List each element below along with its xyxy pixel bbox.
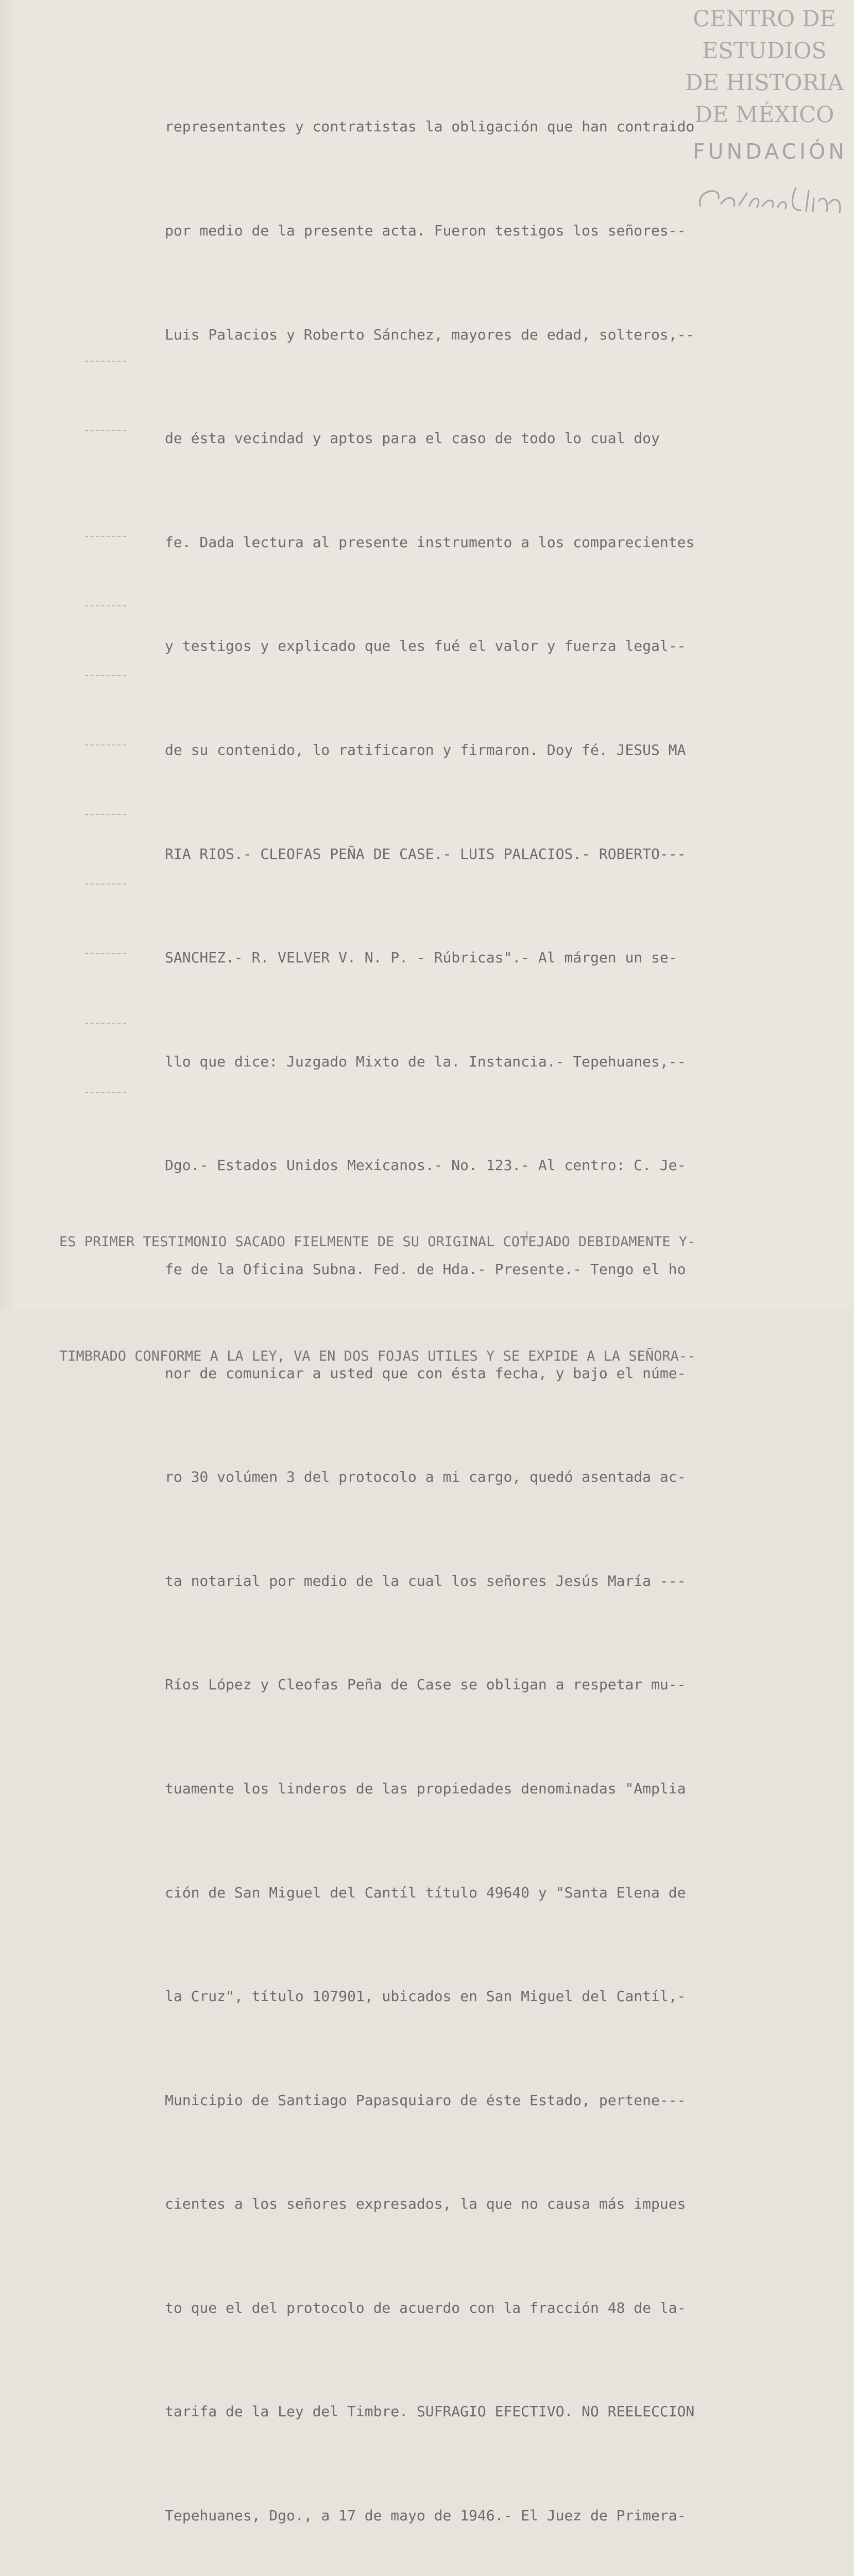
footer-line: TIMBRADO CONFORME A LA LEY, VA EN DOS FOJAS UTILES Y SE EXPIDE A LA SEÑORA-- — [59, 1348, 696, 1364]
margin-dash — [85, 1023, 126, 1025]
margin-dash — [85, 361, 126, 363]
footer-line: ES PRIMER TESTIMONIO SACADO FIELMENTE DE SU ORIGINAL COTEJADO DEBIDAMENTE Y- — [59, 1234, 696, 1250]
body-line: tuamente los linderos de las propiedades denominadas "Amplia — [165, 1780, 686, 1797]
watermark-line-2: ESTUDIOS — [702, 38, 827, 64]
body-line: fe de la Oficina Subna. Fed. de Hda.- Presente.- Tengo el ho — [165, 1260, 686, 1278]
margin-dash — [85, 884, 126, 886]
margin-dash — [85, 744, 126, 747]
body-line: fe. Dada lectura al presente instrumento a los comparecientes — [165, 533, 695, 551]
watermark-foundation: FUNDACIÓN — [693, 139, 848, 164]
stray-mark — [526, 1231, 532, 1241]
margin-dash — [85, 1092, 126, 1094]
body-line: SANCHEZ.- R. VELVER V. N. P. - Rúbricas".- Al márgen un se- — [165, 949, 677, 967]
body-line: de su contenido, lo ratificaron y firmaron. Doy fé. JESUS MA — [165, 741, 686, 758]
watermark-line-4: DE MÉXICO — [694, 102, 834, 128]
margin-dash — [85, 814, 126, 816]
body-line: la Cruz", título 107901, ubicados en San Miguel del Cantíl,- — [165, 1988, 686, 2005]
body-line: RIA RIOS.- CLEOFAS PEÑA DE CASE.- LUIS PALACIOS.- ROBERTO--- — [165, 845, 686, 862]
body-line: ción de San Miguel del Cantíl título 49640 y "Santa Elena de — [165, 1884, 686, 1901]
margin-dash — [85, 953, 126, 955]
body-line: to que el del protocolo de acuerdo con la fracción 48 de la- — [165, 2299, 686, 2316]
body-line: y testigos y explicado que les fué el valor y fuerza legal-- — [165, 637, 686, 655]
body-line: Dgo.- Estados Unidos Mexicanos.- No. 123.- Al centro: C. Je- — [165, 1157, 686, 1174]
testimony-footer — [59, 1147, 832, 1452]
body-line: nor de comunicar a usted que con ésta fecha, y bajo el núme- — [165, 1364, 686, 1382]
margin-dash — [85, 536, 126, 538]
body-line: Luis Palacios y Roberto Sánchez, mayores de edad, solteros,-- — [165, 326, 695, 343]
body-line: tarifa de la Ley del Timbre. SUFRAGIO EFECTIVO. NO REELECCION — [165, 2403, 695, 2420]
body-line: ta notarial por medio de la cual los señores Jesús María --- — [165, 1572, 686, 1589]
body-line: Ríos López y Cleofas Peña de Case se obligan a respetar mu-- — [165, 1676, 686, 1693]
watermark-line-3: DE HISTORIA — [685, 70, 844, 96]
body-line: Tepehuanes, Dgo., a 17 de mayo de 1946.- El Juez de Primera- — [165, 2507, 686, 2524]
body-line: llo que dice: Juzgado Mixto de la. Instancia.- Tepehuanes,-- — [165, 1053, 686, 1070]
margin-dash — [85, 430, 126, 432]
body-line: de ésta vecindad y aptos para el caso de todo lo cual doy — [165, 430, 660, 447]
margin-dash — [85, 675, 126, 677]
body-line: representantes y contratistas la obligación que han contraido — [165, 118, 695, 135]
body-line: Municipio de Santiago Papasquiaro de éste Estado, pertene--- — [165, 2091, 686, 2109]
body-line: por medio de la presente acta. Fueron testigos los señores-- — [165, 222, 686, 239]
margin-dash — [85, 605, 126, 607]
watermark-line-1: CENTRO DE — [693, 6, 836, 32]
body-line: cientes a los señores expresados, la que no causa más impues — [165, 2195, 686, 2213]
body-line: ro 30 volúmen 3 del protocolo a mi cargo, quedó asentada ac- — [165, 1468, 686, 1486]
